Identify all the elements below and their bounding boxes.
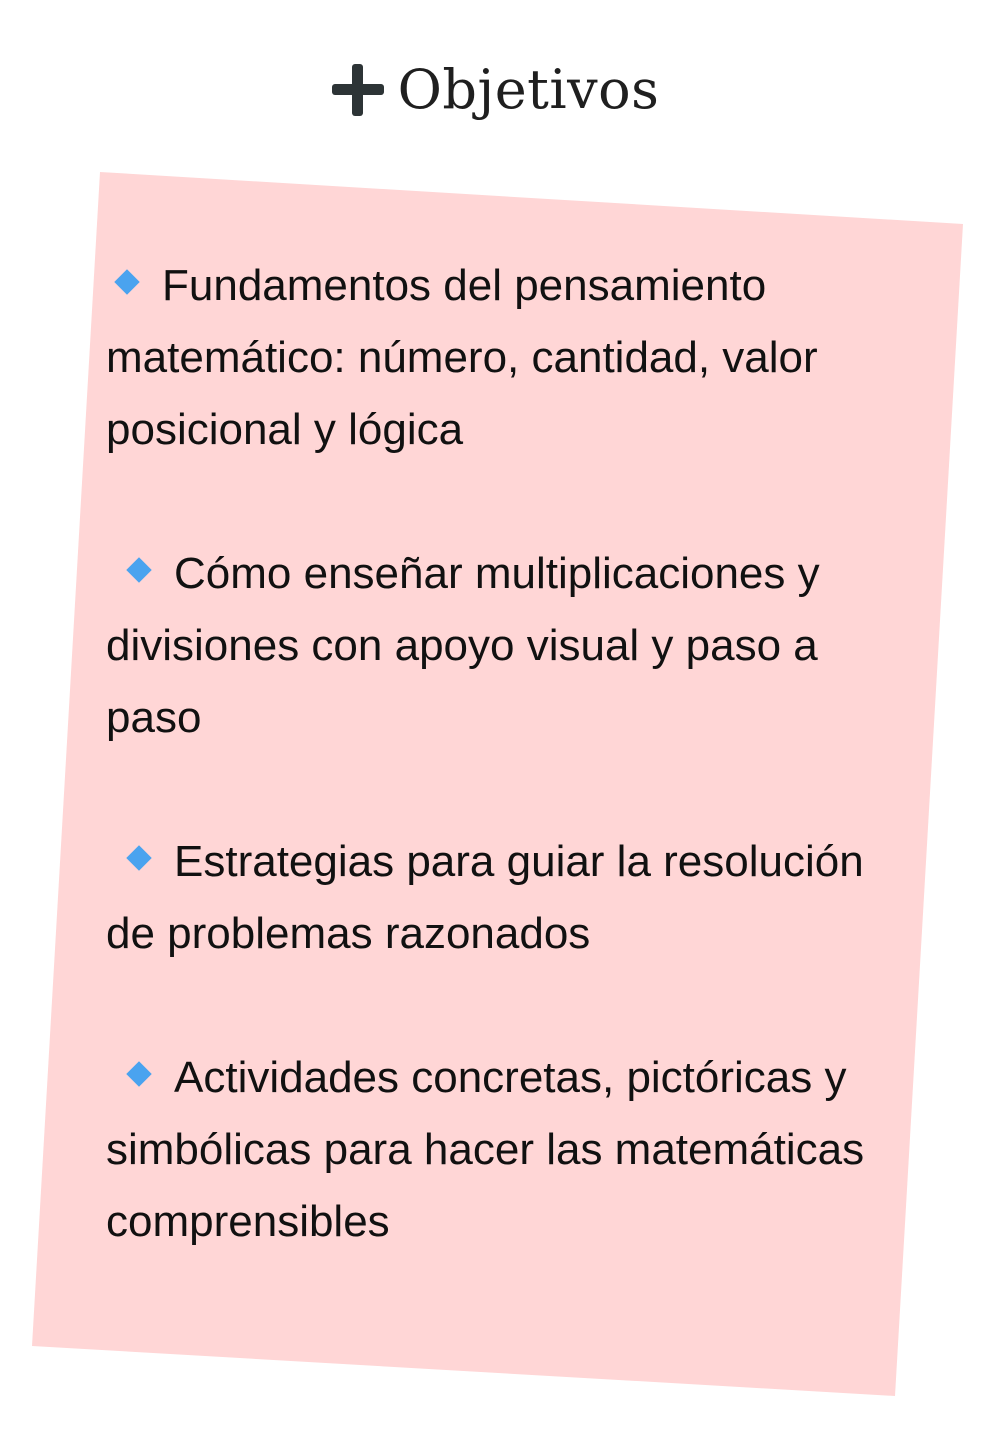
diamond-bullet-icon <box>126 846 151 871</box>
plus-icon <box>332 64 384 116</box>
objective-text: Fundamentos del pensamiento matemático: número, cantidad, valor posicional y lógica <box>106 261 818 454</box>
objective-text: Actividades concretas, pictóricas y simbólicas para hacer las matemáticas comprensibles <box>106 1053 865 1246</box>
objectives-list <box>106 250 906 1258</box>
objective-item <box>106 1042 906 1258</box>
objective-item <box>106 826 906 970</box>
diamond-bullet-icon <box>126 558 151 583</box>
objective-text: Estrategias para guiar la resolución de problemas razonados <box>106 837 864 958</box>
section-title: Objetivos <box>397 58 660 121</box>
diamond-bullet-icon <box>126 1062 151 1087</box>
objective-text: Cómo enseñar multiplicaciones y divisiones con apoyo visual y paso a paso <box>106 549 820 742</box>
objective-item <box>106 538 906 754</box>
objective-item <box>106 250 906 466</box>
diamond-bullet-icon <box>114 270 139 295</box>
section-header <box>0 58 991 121</box>
